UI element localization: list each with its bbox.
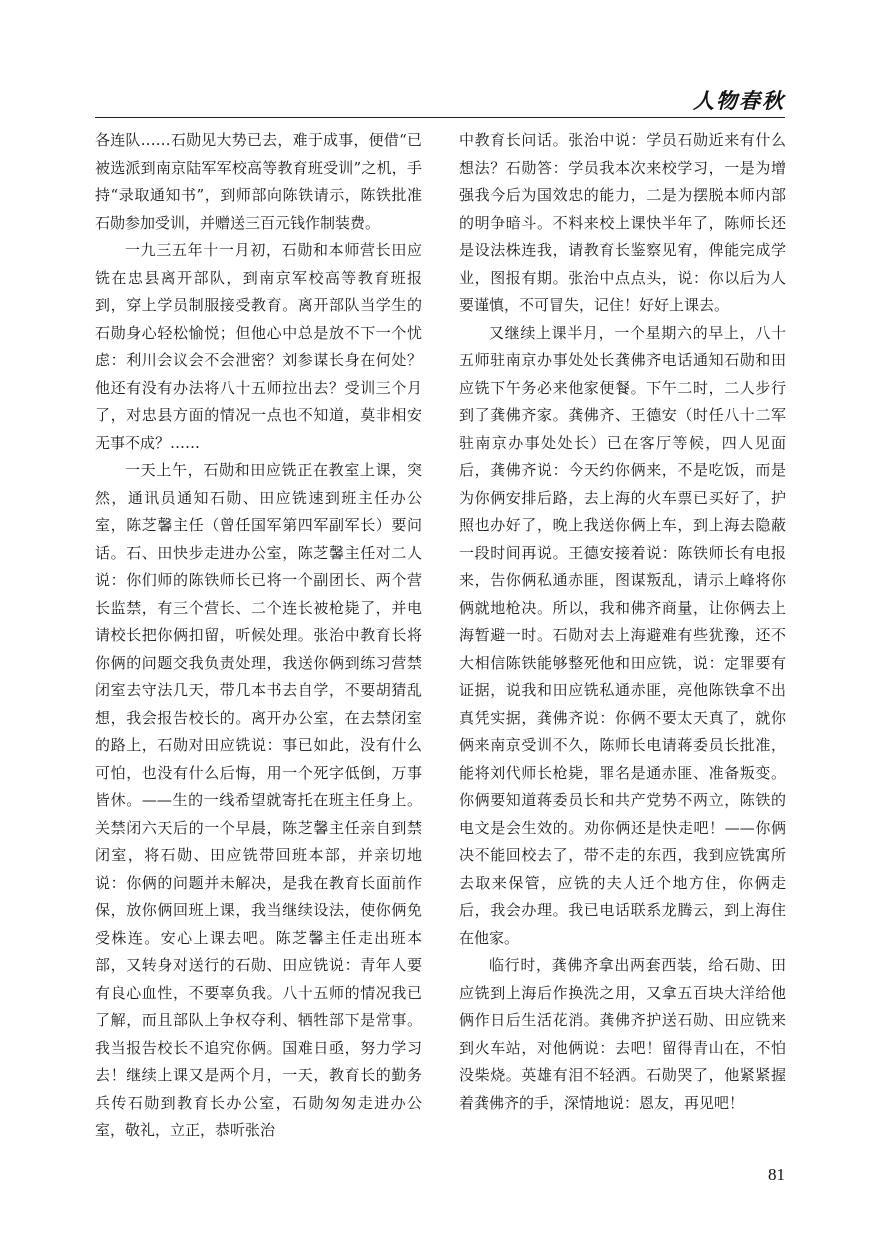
left-column <box>95 127 422 1145</box>
paragraph: 一天上午，石勋和田应铣正在教室上课，突然，通讯员通知石勋、田应铣速到班主任办公室，陈芝馨主任（曾任国军第四军副军长）要问话。石、田快步走进办公室，陈芝馨主任对二人说：你们师的陈铁师长已将一个副团长、两个营长监禁，有三个营长、二个连长被枪毙了，并电请校长把你俩扣留，听候处理。张治中教育长将你俩的问题交我负责处理，我送你俩到练习营禁闭室去守法几天，带几本书去自学，不要胡猜乱想，我会报告校长的。离开办公室，在去禁闭室的路上，石勋对田应铣说：事已如此，没有什么可怕，也没有什么后悔，用一个死字低倒，万事皆休。——生的一线希望就寄托在班主任身上。关禁闭六天后的一个早晨，陈芝馨主任亲自到禁闭室，将石勋、田应铣带回班本部，并亲切地说：你俩的问题并未解决，是我在教育长面前作保，放你俩回班上课，我当继续设法，使你俩免受株连。安心上课去吧。陈芝馨主任走出班本部，又转身对送行的石勋、田应铣说：青年人要有良心血性，不要辜负我。八十五师的情况我已了解，而且部队上争权夺利、牺牲部下是常事。我当报告校长不追究你俩。国难日亟，努力学习去！继续上课又是两个月，一天，教育长的勤务兵传石勋到教育长办公室，石勋匆匆走进办公室，敬礼，立正，恭听张治 <box>95 461 422 1139</box>
paragraph: 一九三五年十一月初，石勋和本师营长田应铣在忠县离开部队，到南京军校高等教育班报到，穿上学员制服接受教育。离开部队当学生的石勋身心轻松愉悦；但他心中总是放不下一个忧虑：利川会议会不会泄密？刘参谋长身在何处？他还有没有办法将八十五师拉出去？受训三个月了，对忠县方面的情况一点也不知道，莫非相安无事不成？…… <box>95 241 422 452</box>
section-title: 人物春秋 <box>693 88 785 113</box>
page-number: 81 <box>768 1165 785 1184</box>
right-column <box>459 127 786 1117</box>
paragraph: 临行时，龚佛齐拿出两套西装，给石勋、田应铣到上海后作换洗之用，又拿五百块大洋给他俩作日后生活花消。龚佛齐护送石勋、田应铣来到火车站，对他俩说：去吧！留得青山在，不怕没柴烧。英雄有泪不轻洒。石勋哭了，他紧紧握着龚佛齐的手，深情地说：恩友，再见吧！ <box>459 956 786 1112</box>
paragraph: 又继续上课半月，一个星期六的早上，八十五师驻南京办事处处长龚佛齐电话通知石勋和田应铣下午务必来他家便餐。下午二时，二人步行到了龚佛齐家。龚佛齐、王德安（时任八十二军驻南京办事处处长）已在客厅等候，四人见面后，龚佛齐说：今天约你俩来，不是吃饭，而是为你俩安排后路，去上海的火车票已买好了，护照也办好了，晚上我送你俩上车，到上海去隐蔽一段时间再说。王德安接着说：陈铁师长有电报来，告你俩私通赤匪，图谋叛乱，请示上峰将你俩就地枪决。所以，我和佛齐商量，让你俩去上海暂避一时。石勋对去上海避难有些犹豫，还不大相信陈铁能够整死他和田应铣，说：定罪要有证据，说我和田应铣私通赤匪，亮他陈铁拿不出真凭实据，龚佛齐说：你俩不要太天真了，就你俩来南京受训不久，陈师长电请蒋委员长批准，能将刘代师长枪毙，罪名是通赤匪、准备叛变。你俩要知道蒋委员长和共产党势不两立，陈铁的电文是会生效的。劝你俩还是快走吧！——你俩决不能回校去了，带不走的东西，我到应铣寓所去取来保管，应铣的夫人迁个地方住，你俩走后，我会办理。我已电话联系龙腾云，到上海住在他家。 <box>459 323 786 947</box>
paragraph: 各连队……石勋见大势已去，难于成事，便借“已被选派到南京陆军军校高等教育班受训”之机，手持“录取通知书”，到师部向陈铁请示，陈铁批准石勋参加受训，并赠送三百元钱作制装费。 <box>95 131 422 232</box>
paragraph: 中教育长问话。张治中说：学员石勋近来有什么想法？石勋答：学员我本次来校学习，一是为增强我今后为国效忠的能力，二是为摆脱本师内部的明争暗斗。不料来校上课快半年了，陈师长还是设法株连我，请教育长鉴察见宥，俾能完成学业，图报有期。张治中点点头，说：你以后为人要谨慎，不可冒失，记住！好好上课去。 <box>459 131 786 314</box>
header-divider <box>95 117 785 118</box>
